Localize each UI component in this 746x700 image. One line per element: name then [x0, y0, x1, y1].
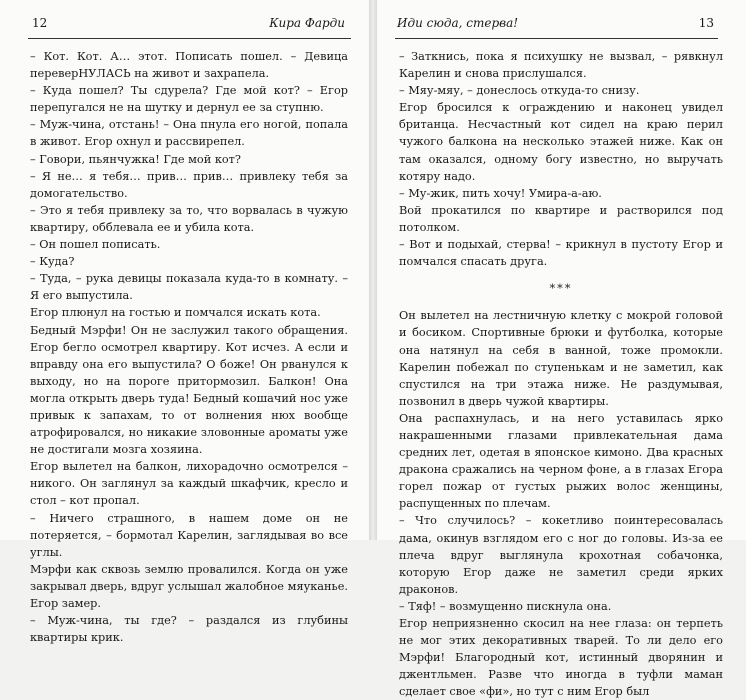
paragraph: – Куда? [30, 255, 75, 269]
left-header-rule [28, 38, 351, 39]
book-gutter [369, 0, 377, 540]
paragraph: – Мяу-мяу, – донеслось откуда-то снизу. [399, 84, 640, 98]
paragraph: Егор неприязненно скосил на нее глаза: он терпеть не мог этих декоративных тварей. То ли дело его Мэрфи! Благородный кот, истинный дворянин и джентльмен. Разве что иногда в туфли маман сделает свое «фи», но тут с ним Егор был [399, 617, 723, 699]
paragraph: Бедный Мэрфи! Он не заслужил такого обращения. Егор бегло осмотрел квартиру. Кот исчез. А если и вправду она его выпустила? О боже! Он рванулся к выходу, но на пороге притормозил. Балкон! Она могла открыть дверь туда! Бедный кошачий нос уже привык к запахам, то от волнения нюх вообще атрофировался, но никакие зловонные ароматы уже не достигали мозга хозяина. [30, 323, 348, 457]
paragraph: – Кот. Кот. А… этот. Пописать пошел. – Девица переверНУЛАСЬ на живот и захрапела. [30, 50, 348, 81]
paragraph: Егор вылетел на балкон, лихорадочно осмотрелся – никого. Он заглянул за каждый шкафчик, кресло и стол – кот пропал. [30, 460, 348, 508]
left-page-header [28, 16, 351, 36]
paragraph: – Му-жик, пить хочу! Умира-а-аю. [399, 186, 602, 200]
left-running-title: Кира Фарди [269, 16, 345, 30]
paragraph: Вой прокатился по квартире и растворился под потолком. [399, 203, 723, 234]
paragraph: Егор бросился к ограждению и наконец увидел британца. Несчастный кот сидел на краю перил чужого балкона на несколько этажей ниже. Как он там оказался, одному богу известно, но выручать котяру надо. [399, 101, 723, 183]
paragraph: – Ничего страшного, в нашем доме он не потеряется, – бормотал Карелин, заглядывая во все углы. [30, 511, 348, 559]
paragraph: – Муж-чина, отстань! – Она пнула его ногой, попала в живот. Егор охнул и рассвирепел. [30, 118, 348, 149]
paragraph: Она распахнулась, и на него уставилась ярко накрашенными глазами привлекательная дама средних лет, одетая в японское кимоно. Два красных дракона сражались на черном фоне, а в глазах Егора горел пожар от густых рыжих волос женщины, распущенных по плечам. [399, 411, 723, 511]
paragraph: Он вылетел на лестничную клетку с мокрой головой и босиком. Спортивные брюки и футболка, которые она натянул на себя в ванной, тоже промокли. Карелин побежал по ступенькам и не заметил, как спустился на три этажа ниже. Не раздумывая, позвонил в дверь чужой квартиры. [399, 309, 723, 408]
paragraph: Егор плюнул на гостью и помчался искать кота. [30, 306, 321, 320]
right-header-rule [395, 38, 718, 39]
paragraph: – Куда пошел? Ты сдурела? Где мой кот? – Егор перепугался не на шутку и дернул ее за ступню. [30, 84, 348, 115]
left-page [0, 0, 369, 645]
paragraph: – Это я тебя привлеку за то, что ворвалась в чужую квартиру, обблевала ее и убила кота. [30, 203, 348, 234]
paragraph: – Вот и подыхай, стерва! – крикнул в пустоту Егор и помчался спасать друга. [399, 238, 723, 269]
paragraph: – Заткнись, пока я психушку не вызвал, – рявкнул Карелин и снова прислушался. [399, 50, 723, 81]
section-break: *** [549, 282, 573, 296]
right-page [377, 0, 746, 699]
right-page-number: 13 [698, 16, 714, 30]
left-page-text [30, 48, 348, 646]
paragraph: – Муж-чина, ты где? – раздался из глубины квартиры крик. [30, 614, 348, 645]
paragraph: Мэрфи как сквозь землю провалился. Когда он уже закрывал дверь, вдруг услышал жалобное мяуканье. Егор замер. [30, 562, 348, 610]
left-page-number: 12 [32, 16, 48, 30]
right-page-header [395, 16, 718, 36]
paragraph: – Туда, – рука девицы показала куда-то в комнату. – Я его выпустила. [30, 272, 348, 303]
right-running-title: Иди сюда, стерва! [397, 16, 519, 30]
paragraph: – Тяф! – возмущенно пискнула она. [399, 599, 612, 613]
paragraph: – Он пошел пописать. [30, 238, 161, 252]
paragraph: – Что случилось? – кокетливо поинтересовалась дама, окинув взглядом его с ног до головы. Из-за ее плеча вдруг выглянула крохотная собачонка, которую Егор даже не заметил среди ярких драконов. [399, 514, 723, 596]
paragraph: – Я не… я тебя… прив… прив… привлеку тебя за домогательство. [30, 169, 348, 200]
paragraph: – Говори, пьянчужка! Где мой кот? [30, 152, 241, 166]
right-page-text [399, 48, 723, 700]
